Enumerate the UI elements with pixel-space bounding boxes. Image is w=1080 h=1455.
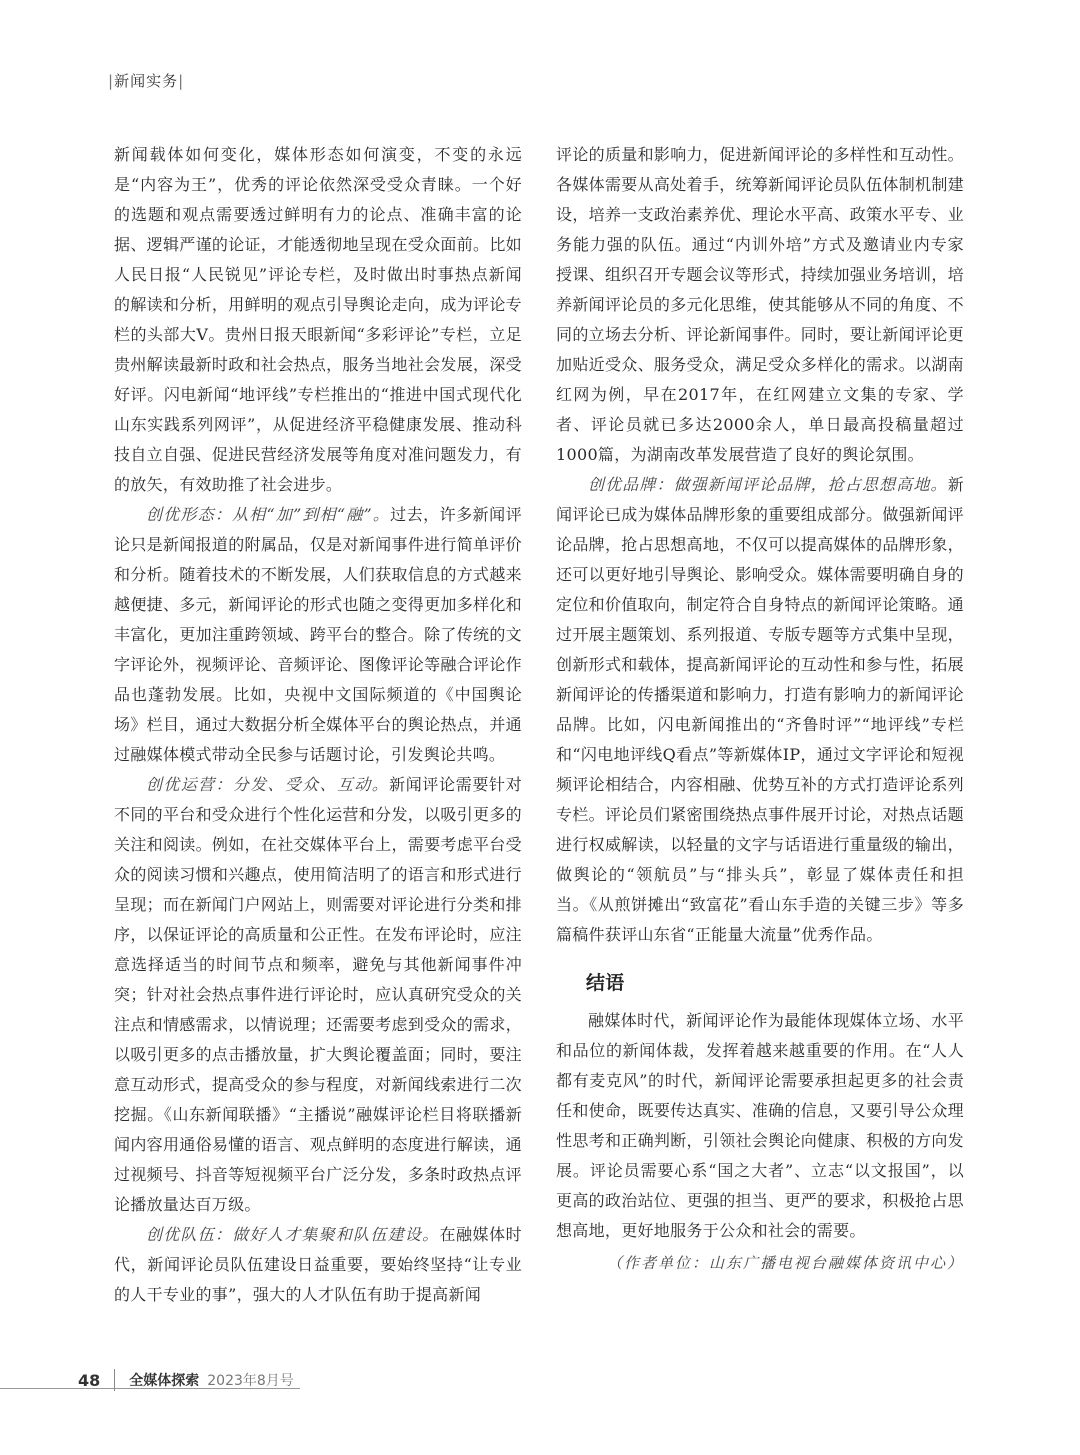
magazine-name: 全媒体探索 <box>129 1373 200 1389</box>
footer-divider <box>114 1369 115 1391</box>
issue-date: 2023年8月号 <box>207 1373 294 1389</box>
paragraph-lead: 创优品牌：做强新闻评论品牌，抢占思想高地。 <box>588 475 948 494</box>
paragraph: 创优运营：分发、受众、互动。新闻评论需要针对不同的平台和受众进行个性化运营和分发，以吸引更多的关注和阅读。例如，在社交媒体平台上，需要考虑平台受众的阅读习惯和兴趣点，使用简洁明了的语言和形式进行呈现；而在新闻门户网站上，则需要对评论进行分类和排序，以保证评论的高质量和公正性。在发布评论时，应注意选择适当的时间节点和频率，避免与其他新闻事件冲突；针对社会热点事件进行评论时，应认真研究受众的关注点和情感需求，以情说理；还需要考虑到受众的需求，以吸引更多的点击播放量，扩大舆论覆盖面；同时，要注意互动形式，提高受众的参与程度，对新闻线索进行二次挖掘。《山东新闻联播》“主播说”融媒评论栏目将联播新闻内容用通俗易懂的语言、观点鲜明的态度进行解读，通过视频号、抖音等短视频平台广泛分发，多条时政热点评论播放量达百万级。 <box>114 775 522 1214</box>
paragraph: 创优形态：从相“加”到相“融”。过去，许多新闻评论只是新闻报道的附属品，仅是对新闻事件进行简单评价和分析。随着技术的不断发展，人们获取信息的方式越来越便捷、多元，新闻评论的形式也随之变得更加多样化和丰富化，更加注重跨领域、跨平台的整合。除了传统的文字评论外，视频评论、音频评论、图像评论等融合评论作品也蓬勃发展。比如，央视中文国际频道的《中国舆论场》栏目，通过大数据分析全媒体平台的舆论热点，并通过融媒体模式带动全民参与话题讨论，引发舆论共鸣。 <box>114 505 522 764</box>
author-affiliation: （作者单位：山东广播电视台融媒体资讯中心） <box>606 1254 964 1272</box>
right-column <box>556 140 964 1278</box>
paragraph: 新闻载体如何变化，媒体形态如何演变，不变的永远是“内容为王”，优秀的评论依然深受受众青睐。一个好的选题和观点需要透过鲜明有力的论点、准确丰富的论据、逻辑严谨的论证，才能透彻地呈现在受众面前。比如人民日报“人民锐见”评论专栏，及时做出时事热点新闻的解读和分析，用鲜明的观点引导舆论走向，成为评论专栏的头部大V。贵州日报天眼新闻“多彩评论”专栏，立足贵州解读最新时政和社会热点，服务当地社会发展，深受好评。闪电新闻“地评线”专栏推出的“推进中国式现代化山东实践系列网评”，从促进经济平稳健康发展、推动科技自立自强、促进民营经济发展等角度对准问题发力，有的放矢，有效助推了社会进步。 <box>114 145 522 494</box>
paragraph: 创优队伍：做好人才集聚和队伍建设。在融媒体时代，新闻评论员队伍建设日益重要，要始终坚持“让专业的人干专业的事”，强大的人才队伍有助于提高新闻 <box>114 1225 522 1304</box>
left-column <box>114 140 522 1310</box>
conclusion-paragraph: 融媒体时代，新闻评论作为最能体现媒体立场、水平和品位的新闻体裁，发挥着越来越重要的作用。在“人人都有麦克风”的时代，新闻评论需要承担起更多的社会责任和使命，既要传达真实、准确的信息，又要引导公众理性思考和正确判断，引领社会舆论向健康、积极的方向发展。评论员需要心系“国之大者”、立志“以文报国”，以更高的政治站位、更强的担当、更严的要求，积极抢占思想高地，更好地服务于公众和社会的需要。 <box>556 1011 964 1240</box>
section-header: |新闻实务| <box>108 72 185 90</box>
paragraph: 创优品牌：做强新闻评论品牌，抢占思想高地。新闻评论已成为媒体品牌形象的重要组成部分。做强新闻评论品牌，抢占思想高地，不仅可以提高媒体的品牌形象，还可以更好地引导舆论、影响受众。媒体需要明确自身的定位和价值取向，制定符合自身特点的新闻评论策略。通过开展主题策划、系列报道、专版专题等方式集中呈现，创新形式和载体，提高新闻评论的互动性和参与性，拓展新闻评论的传播渠道和影响力，打造有影响力的新闻评论品牌。比如，闪电新闻推出的“齐鲁时评”“地评线”专栏和“闪电地评线Q看点”等新媒体IP，通过文字评论和短视频评论相结合，内容相融、优势互补的方式打造评论系列专栏。评论员们紧密围绕热点事件展开讨论，对热点话题进行权威解读，以轻量的文字与话语进行重量级的输出，做舆论的“领航员”与“排头兵”，彰显了媒体责任和担当。《从煎饼摊出“致富花”看山东手造的关键三步》等多篇稿件获评山东省“正能量大流量”优秀作品。 <box>556 475 964 944</box>
paragraph-lead: 创优形态：从相“加”到相“融”。 <box>146 505 391 524</box>
paragraph-lead: 创优运营：分发、受众、互动。 <box>146 775 390 794</box>
conclusion-title: 结语 <box>586 972 625 994</box>
section-name: 新闻实务 <box>114 72 179 90</box>
paragraph: 评论的质量和影响力，促进新闻评论的多样性和互动性。各媒体需要从高处着手，统筹新闻评论员队伍体制机制建设，培养一支政治素养优、理论水平高、政策水平专、业务能力强的队伍。通过“内训外培”方式及邀请业内专家授课、组织召开专题会议等形式，持续加强业务培训，培养新闻评论员的多元化思维，使其能够从不同的角度、不同的立场去分析、评论新闻事件。同时，要让新闻评论更加贴近受众、服务受众，满足受众多样化的需求。以湖南红网为例，早在2017年，在红网建立文集的专家、学者、评论员就已多达2000余人，单日最高投稿量超过1000篇，为湖南改革发展营造了良好的舆论氛围。 <box>556 145 964 464</box>
page-footer <box>78 1369 294 1391</box>
page-number: 48 <box>78 1370 101 1390</box>
paragraph-lead: 创优队伍：做好人才集聚和队伍建设。 <box>146 1225 440 1244</box>
